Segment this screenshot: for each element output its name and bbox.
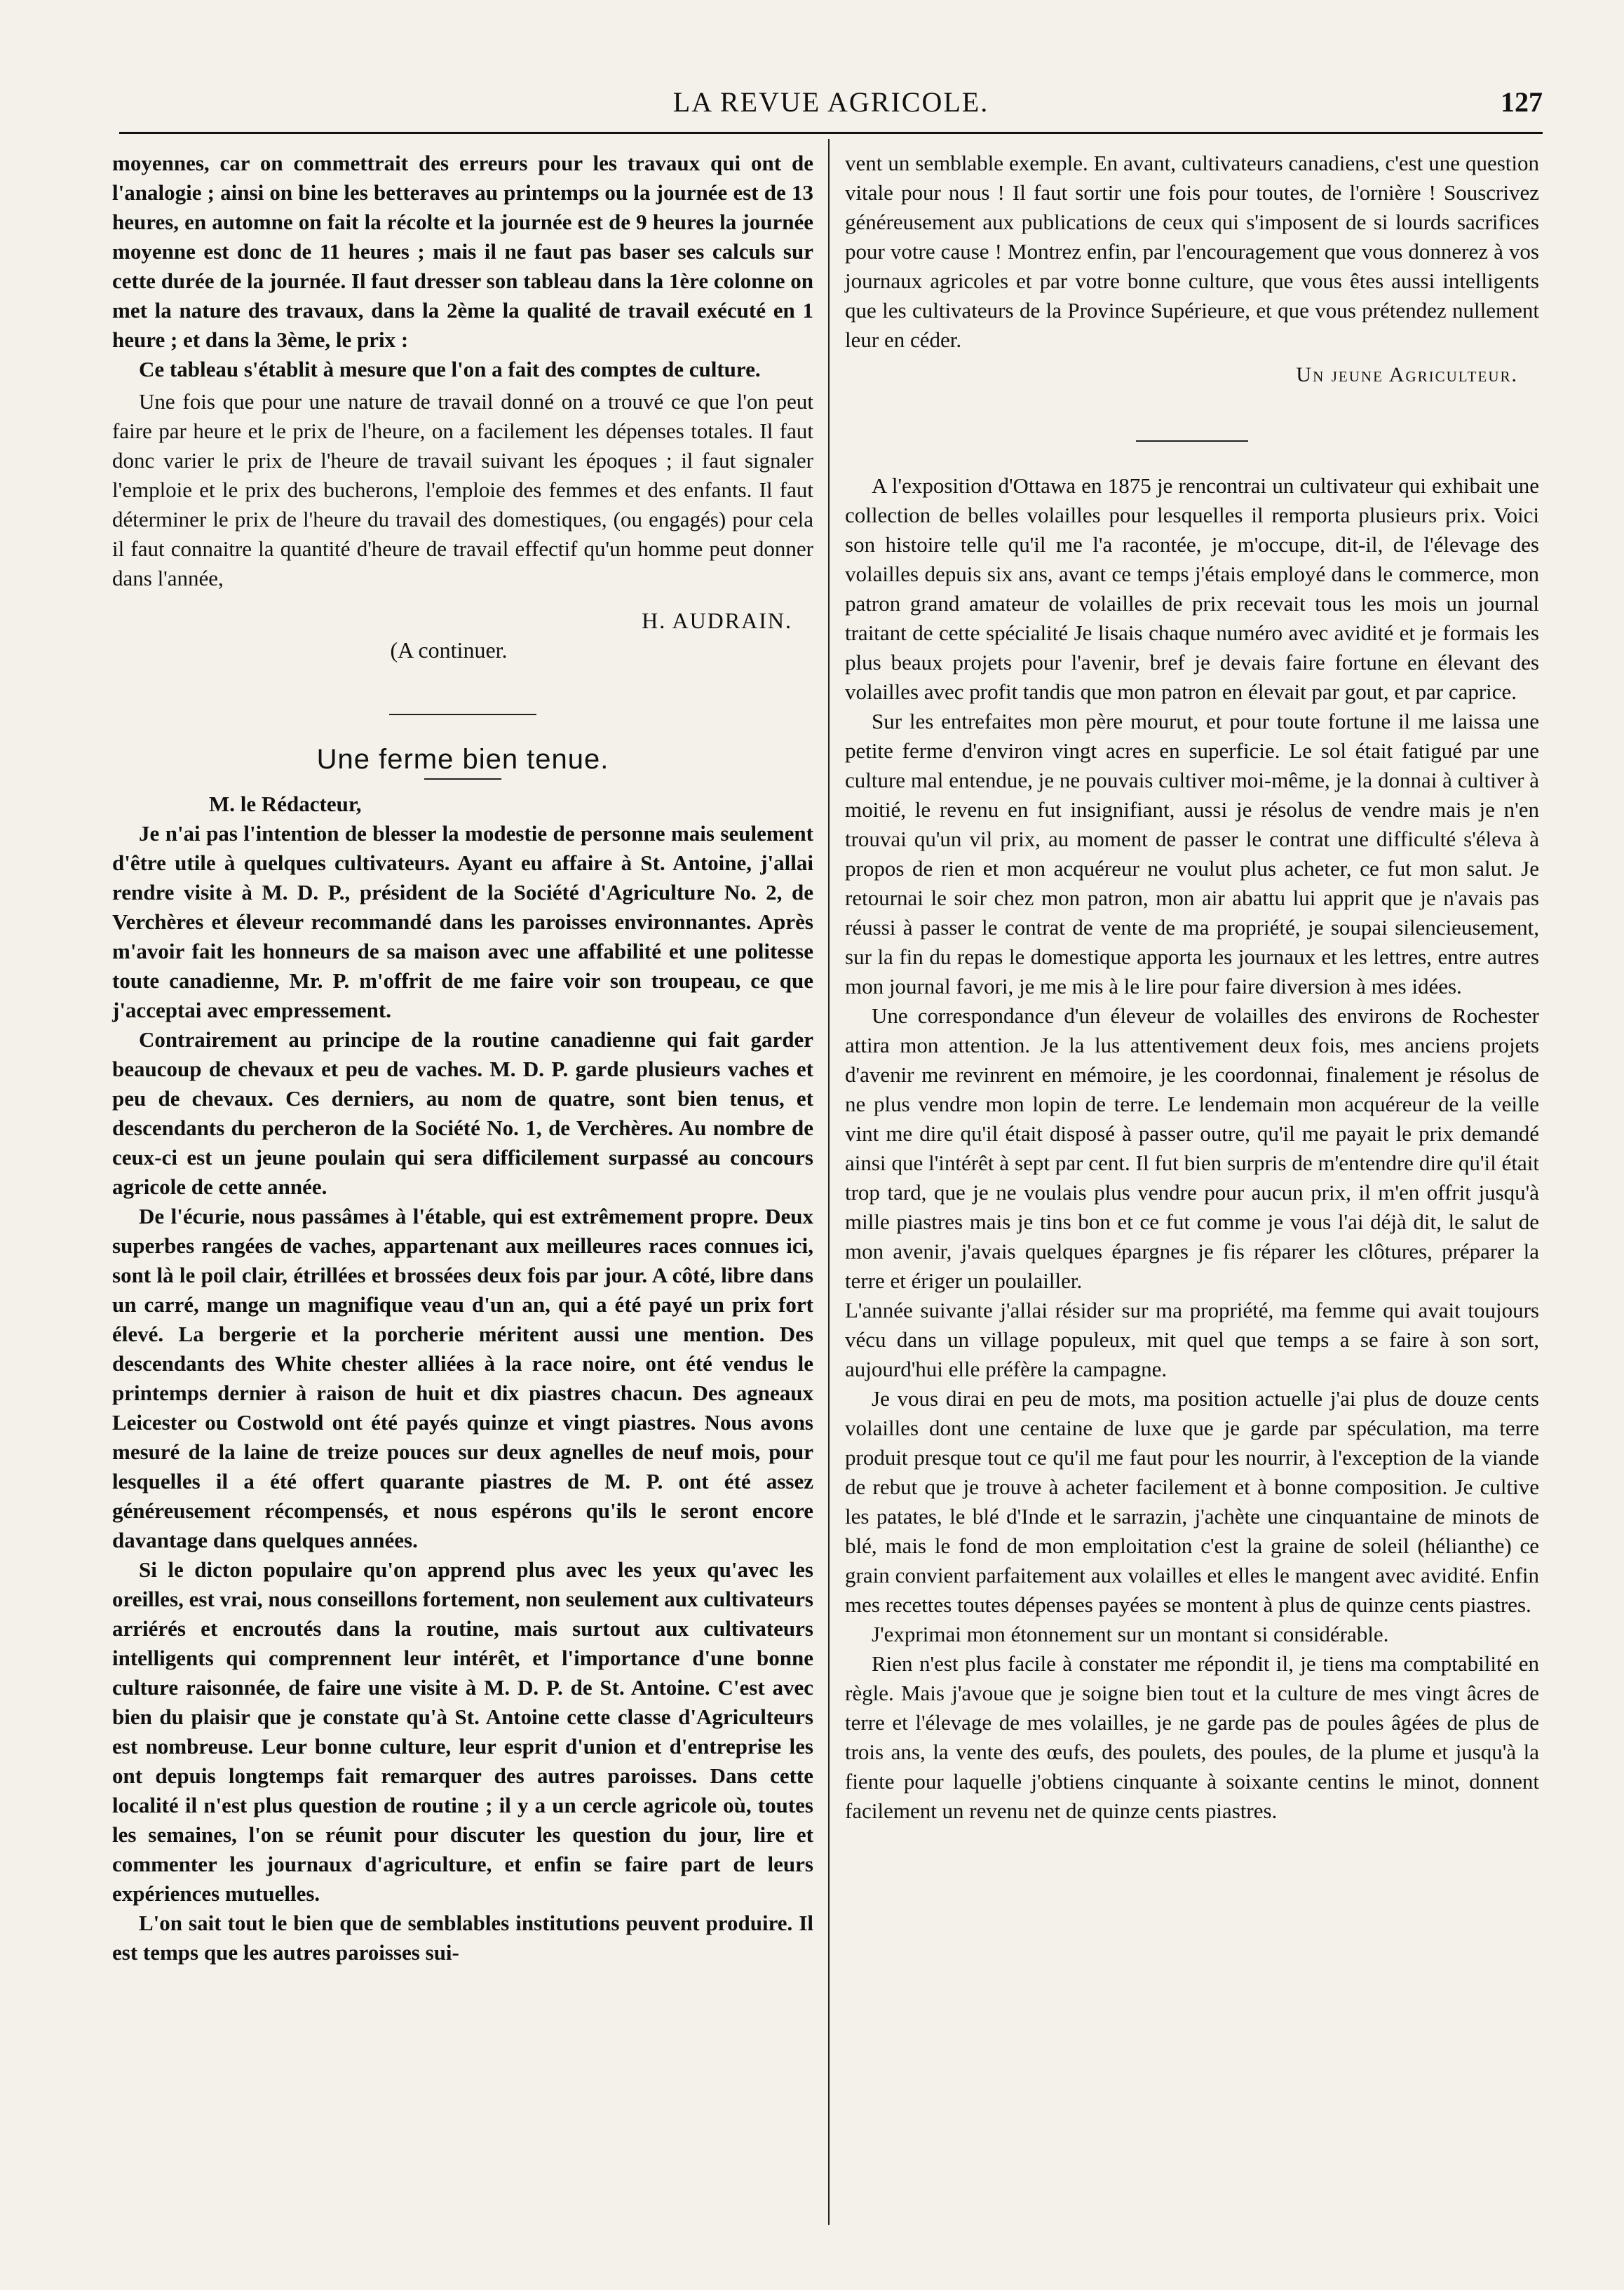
paragraph: De l'écurie, nous passâmes à l'étable, qui est extrêmement propre. Deux superbes rangées de vaches, appartenant aux meilleures races connues ici, sont là le poil clair, étrillées et brossées deux fois par jour. A côté, libre dans un carré, mange un magnifique veau d'un an, qui a été payé un prix fort élevé. La bergerie et la porcherie méritent aussi une mention. Des descendants des White chester alliées à la race noire, ont été vendus le printemps dernier à raison de huit et dix piastres chacun. Des agneaux Leicester ou Costwold ont été payés quinze et vingt piastres. Nous avons mesuré de la laine de treize pouces sur deux agnelles de neuf mois, pour lesquelles il a été offert quarante piastres de M. P. ont été assez généreusement récompensés, et nous espérons qu'ils le seront encore davantage dans quelques années. [112,1204,813,1552]
author-signature: H. AUDRAIN. [642,608,792,633]
paragraph: Sur les entrefaites mon père mourut, et pour toute fortune il me laissa une petite ferme d'environ vingt acres en superficie. Le sol était fatigué par une culture mal entendue, je ne pouvais cultiver moi-même, je la donnai à cultiver à moitié, le revenu en fut insignifiant, aussi je résolus de vendre mais je n'en trouvai qu'un vil prix, au moment de passer le contrat une difficulté s'éleva à propos de rien et mon acquéreur ne voulut plus acheter, ce fut mon salut. Je retournai le soir chez mon patron, mon air abattu lui apprit que je n'avais pas réussi à passer le contrat de vente de ma propriété, je soupai silencieusement, sur la fin du repas le domestique apporta les journaux et les lettres, entre autres mon journal favori, je me mis à le lire pour faire diversion à mes idées. [845,709,1539,998]
paragraph: Contrairement au principe de la routine canadienne qui fait garder beaucoup de chevaux et peu de vaches. M. D. P. garde plusieurs vaches et peu de chevaux. Ces derniers, au nom de quatre, sont bien tenus, et descendants du percheron de la Société No. 1, de Verchères. Au nombre de ceux-ci est un jeune poulain qui sera difficilement surpassé au concours agricole de cette année. [112,1027,813,1199]
left-column [112,149,813,1967]
paragraph: Une correspondance d'un éleveur de volailles des environs de Rochester attira mon attention. Je la lus attentivement deux fois, mes anciens projets d'avenir me revinrent en mémoire, je les coordonnai, finalement je résolus de ne plus vendre mon lopin de terre. Le lendemain mon acquéreur de la veille vint me dire qu'il était disposé à passer outre, qu'il me payait le prix demandé ainsi que l'intérêt à sept par cent. Il fut bien surpris de m'entendre dire qu'il était trop tard, que je ne voulais plus vendre pour aucun prix, il m'en offrit jusqu'à mille piastres mais je tins bon et ce fut comme je vous l'ai déjà dit, le salut de mon avenir, j'avais quelques épargnes je fis réparer les clôtures, préparer la terre et ériger un poulailler. [845,1003,1539,1293]
paragraph: L'on sait tout le bien que de semblables institutions peuvent produire. Il est temps que les autres paroisses sui- [112,1911,813,1965]
paragraph: A l'exposition d'Ottawa en 1875 je rencontrai un cultivateur qui exhibait une collection de belles volailles pour lesquelles il remporta plusieurs prix. Voici son histoire telle qu'il me l'a racontée, je m'occupe, dit-il, de l'élevage des volailles depuis six ans, avant ce temps j'étais employé dans le commerce, mon patron grand amateur de volailles de prix recevait tous les mois un journal traitant de cette spécialité Je lisais chaque numéro avec avidité et je formais les plus beaux projets pour l'avenir, bref je devais faire fortune en élevant des volailles avec profit tandis que mon patron en élevait par gout, et par caprice. [845,473,1539,704]
title-underline [424,778,501,780]
salutation: M. le Rédacteur, [209,792,362,816]
paragraph: Si le dicton populaire qu'on apprend plus avec les yeux qu'avec les oreilles, est vrai, nous conseillons fortement, non seulement aux cultivateurs arriérés et encroutés dans la routine, mais surtout aux cultivateurs intelligents qui comprennent leur intérêt, et l'importance d'une bonne culture raisonnée, de faire une visite à M. D. P. de St. Antoine. C'est avec bien du plaisir que je constate qu'à St. Antoine cette classe d'Agriculteurs est nombreuse. Leur bonne culture, leur esprit d'union et d'entreprise les ont depuis longtemps fait remarquer des autres paroisses. Dans cette localité il n'est plus question de routine ; il y a un cercle agricole où, toutes les semaines, l'on se réunit pour discuter les question du jour, lire et commenter les journaux d'agriculture, et enfin se faire part de leurs expériences mutuelles. [112,1557,813,1906]
continuation-note: (A continuer. [390,637,508,663]
column-divider [828,139,830,2225]
section-separator [1136,440,1248,446]
running-header [119,83,1543,134]
article-title: Une ferme bien tenue. [316,744,609,775]
paragraph: moyennes, car on commettrait des erreurs pour les travaux qui ont de l'analogie ; ainsi on bine les betteraves au printemps ou la journée est de 13 heures, en automne on fait la récolte et la journée est de 9 heures la journée moyenne est donc de 11 heures ; mais il ne faut pas baser ses calculs sur cette durée de la journée. Il faut dresser son tableau dans la 1ère colonne on met la nature des travaux, dans la 2ème la qualité de travail exécuté en 1 heure ; et dans la 3ème, le prix : [112,151,813,352]
journal-title: LA REVUE AGRICOLE. [672,86,989,118]
paragraph: L'année suivante j'allai résider sur ma propriété, ma femme qui avait toujours vécu dans un village populeux, mit quel que temps a se faire à son sort, aujourd'hui elle préfère la campagne. [845,1298,1539,1381]
section-separator [389,714,536,719]
right-column [845,149,1539,1826]
page-number: 127 [1501,86,1543,118]
paragraph: Ce tableau s'établit à mesure que l'on a fait des comptes de culture. [139,357,761,381]
paragraph: Je vous dirai en peu de mots, ma position actuelle j'ai plus de douze cents volailles dont une centaine de luxe que je garde par spéculation, ma terre produit presque tout ce qu'il me faut pour les nourrir, à l'exception de la viande de rebut que je trouve à acheter facilement et à bonne composition. Je cultive les patates, le blé d'Inde et le sarrazin, j'achète une cinquantaine de minots de blé, mais le fond de mon emploitation c'est la graine de soleil (hélianthe) ce grain convient parfaitement aux volailles et elles le mangent avec avidité. Enfin mes recettes toutes dépenses payées se montent à plus de quinze cents piastres. [845,1386,1539,1617]
paragraph: Je n'ai pas l'intention de blesser la modestie de personne mais seulement d'être utile à quelques cultivateurs. Ayant eu affaire à St. Antoine, j'allai rendre visite à M. D. P., président de la Société d'Agriculture No. 2, de Verchères et éleveur recommandé dans les paroisses environnantes. Après m'avoir fait les honneurs de sa maison avec une affabilité et une politesse toute canadienne, Mr. P. m'offrit de me faire voir son troupeau, ce que j'acceptai avec empressement. [112,821,813,1022]
paragraph: Rien n'est plus facile à constater me répondit il, je tiens ma comptabilité en règle. Mais j'avoue que je soigne bien tout et la culture de mes vingt âcres de terre et l'élevage de mes volailles, je ne garde pas de poules âgées de plus de trois ans, la vente des œufs, des poulets, des poules, de la plume et jusqu'à la fiente pour laquelle j'obtiens cinquante à soixante centins le minot, donnent facilement un revenu net de quinze cents piastres. [845,1651,1539,1823]
paragraph: J'exprimai mon étonnement sur un montant si considérable. [872,1622,1389,1646]
paragraph: vent un semblable exemple. En avant, cultivateurs canadiens, c'est une question vitale pour nous ! Il faut sortir une fois pour toutes, de l'ornière ! Souscrivez généreusement aux publications de ceux qui s'imposent de si lourds sacrifices pour votre cause ! Montrez enfin, par l'encouragement que vous donnerez à vos journaux agricoles et par votre bonne culture, que vous êtes aussi intelligents que les cultivateurs de la Province Supérieure, et que vous prétendez nullement leur en céder. [845,151,1539,352]
paragraph: Une fois que pour une nature de travail donné on a trouvé ce que l'on peut faire par heure et le prix de l'heure, on a facilement les dépenses totales. Il faut donc varier le prix de l'heure de travail suivant les époques ; il faut signaler l'emploie et le prix des bucherons, l'emploie des femmes et des enfants. Il faut déterminer le prix de l'heure du travail des domestiques, (ou engagés) pour cela il faut connaitre la quantité d'heure de travail effectif qu'un homme peut donner dans l'année, [112,389,813,590]
author-signature: Un jeune Agriculteur. [1296,363,1518,386]
